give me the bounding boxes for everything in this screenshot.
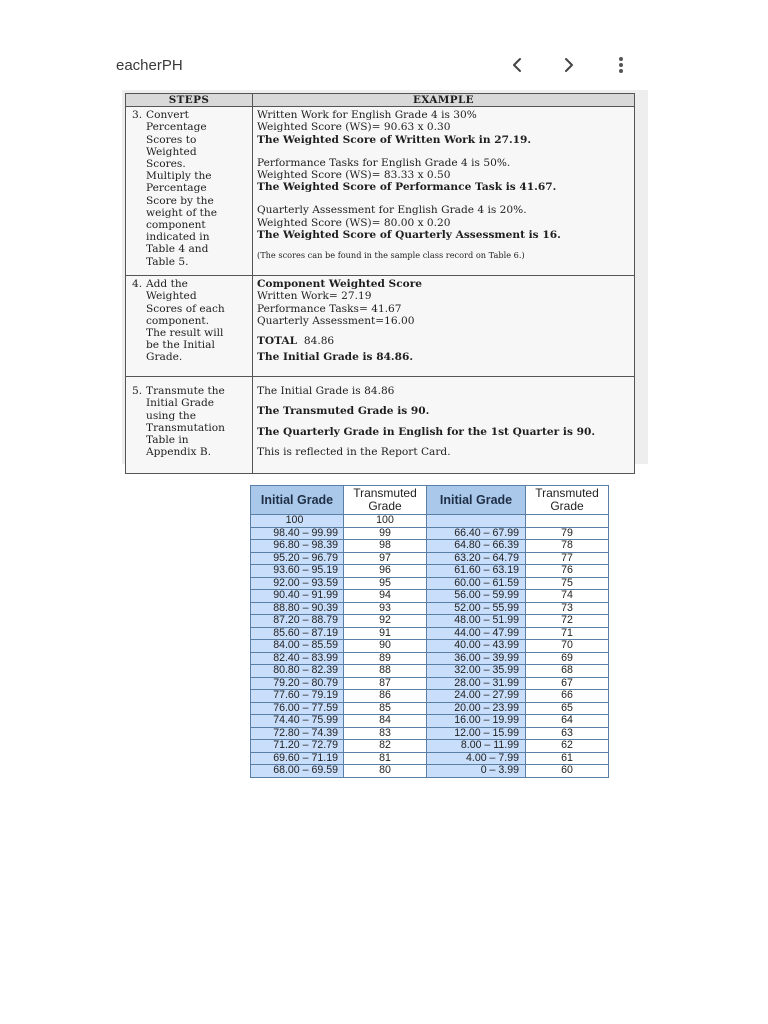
transmuted-grade-cell: 79 bbox=[526, 527, 609, 540]
initial-grade-cell: 12.00 – 15.99 bbox=[427, 727, 526, 740]
example-result: The Quarterly Grade in English for the 1st Quarter is 90. bbox=[257, 425, 596, 438]
transmuted-grade-cell: 95 bbox=[344, 577, 427, 590]
example-heading: Component Weighted Score bbox=[257, 278, 423, 291]
example-line: Performance Tasks= 41.67 bbox=[257, 302, 402, 315]
step-row-5 bbox=[126, 377, 635, 474]
table-row bbox=[251, 527, 609, 540]
initial-grade-cell: 0 – 3.99 bbox=[427, 765, 526, 778]
initial-grade-cell: 84.00 – 85.59 bbox=[251, 640, 344, 653]
table-row bbox=[251, 715, 609, 728]
transmuted-grade-cell: 65 bbox=[526, 702, 609, 715]
transmuted-grade-cell: 67 bbox=[526, 677, 609, 690]
initial-grade-cell: 77.60 – 79.19 bbox=[251, 690, 344, 703]
transmuted-grade-cell: 66 bbox=[526, 690, 609, 703]
table-row bbox=[251, 677, 609, 690]
next-button[interactable] bbox=[556, 52, 582, 78]
table-row bbox=[251, 590, 609, 603]
transmuted-grade-cell: 80 bbox=[344, 765, 427, 778]
initial-grade-cell: 74.40 – 75.99 bbox=[251, 715, 344, 728]
initial-grade-cell: 88.80 – 90.39 bbox=[251, 602, 344, 615]
example-line: Performance Tasks for English Grade 4 is 50%. bbox=[257, 156, 511, 169]
table-row bbox=[251, 602, 609, 615]
initial-grade-cell: 90.40 – 91.99 bbox=[251, 590, 344, 603]
example-result: The Initial Grade is 84.86. bbox=[257, 351, 414, 364]
example-line: The Initial Grade is 84.86 bbox=[257, 385, 395, 398]
initial-grade-cell: 76.00 – 77.59 bbox=[251, 702, 344, 715]
transmuted-grade-cell: 92 bbox=[344, 615, 427, 628]
initial-grade-cell: 96.80 – 98.39 bbox=[251, 540, 344, 553]
table-row bbox=[251, 690, 609, 703]
table-row bbox=[251, 740, 609, 753]
steps-header: STEPS bbox=[126, 94, 253, 107]
transmuted-grade-cell: 98 bbox=[344, 540, 427, 553]
transmuted-grade-cell: 96 bbox=[344, 565, 427, 578]
initial-grade-cell: 60.00 – 61.59 bbox=[427, 577, 526, 590]
transmuted-grade-cell: 89 bbox=[344, 652, 427, 665]
step-description: Convert Percentage Scores to Weighted Scores. Multiply the Percentage Score by the weight of the component indicated in Table 4 and Table 5. bbox=[146, 109, 217, 268]
transmuted-grade-cell: 87 bbox=[344, 677, 427, 690]
example-line: Weighted Score (WS)= 90.63 x 0.30 bbox=[257, 121, 451, 134]
initial-grade-cell: 20.00 – 23.99 bbox=[427, 702, 526, 715]
example-result: The Weighted Score of Performance Task is 41.67. bbox=[257, 181, 557, 194]
table-row bbox=[251, 665, 609, 678]
total-label: TOTAL bbox=[257, 335, 298, 348]
initial-grade-cell: 28.00 – 31.99 bbox=[427, 677, 526, 690]
initial-grade-cell: 87.20 – 88.79 bbox=[251, 615, 344, 628]
more-vertical-icon bbox=[617, 56, 625, 74]
initial-grade-cell: 24.00 – 27.99 bbox=[427, 690, 526, 703]
initial-grade-cell: 98.40 – 99.99 bbox=[251, 527, 344, 540]
initial-grade-cell: 79.20 – 80.79 bbox=[251, 677, 344, 690]
total-value: 84.86 bbox=[303, 335, 335, 348]
initial-grade-cell: 64.80 – 66.39 bbox=[427, 540, 526, 553]
step-number: 5. bbox=[132, 385, 143, 398]
transmuted-grade-cell: 77 bbox=[526, 552, 609, 565]
steps-table bbox=[125, 93, 635, 474]
chevron-right-icon bbox=[562, 57, 576, 73]
step-number: 4. bbox=[132, 278, 143, 291]
table-row bbox=[251, 577, 609, 590]
table-row bbox=[251, 515, 609, 528]
initial-grade-cell: 95.20 – 96.79 bbox=[251, 552, 344, 565]
initial-grade-cell: 48.00 – 51.99 bbox=[427, 615, 526, 628]
transmuted-grade-header: Transmuted Grade bbox=[526, 486, 609, 515]
transmuted-grade-cell: 100 bbox=[344, 515, 427, 528]
initial-grade-header: Initial Grade bbox=[427, 486, 526, 515]
transmuted-grade-cell: 63 bbox=[526, 727, 609, 740]
initial-grade-cell: 82.40 – 83.99 bbox=[251, 652, 344, 665]
step-row-4 bbox=[126, 276, 635, 377]
step-example bbox=[253, 276, 635, 377]
initial-grade-cell: 71.20 – 72.79 bbox=[251, 740, 344, 753]
initial-grade-cell: 72.80 – 74.39 bbox=[251, 727, 344, 740]
example-line: Written Work for English Grade 4 is 30% bbox=[257, 109, 477, 122]
example-line: Quarterly Assessment for English Grade 4 is 20%. bbox=[257, 204, 527, 217]
initial-grade-cell: 4.00 – 7.99 bbox=[427, 752, 526, 765]
transmuted-grade-cell: 91 bbox=[344, 627, 427, 640]
initial-grade-cell: 63.20 – 64.79 bbox=[427, 552, 526, 565]
site-brand[interactable]: eacherPH bbox=[116, 57, 183, 74]
table-row bbox=[251, 615, 609, 628]
transmuted-grade-cell: 99 bbox=[344, 527, 427, 540]
initial-grade-cell: 93.60 – 95.19 bbox=[251, 565, 344, 578]
transmuted-grade-cell: 81 bbox=[344, 752, 427, 765]
example-line: Quarterly Assessment=16.00 bbox=[257, 314, 415, 327]
example-result: The Weighted Score of Quarterly Assessment is 16. bbox=[257, 228, 561, 241]
initial-grade-cell: 44.00 – 47.99 bbox=[427, 627, 526, 640]
transmuted-grade-cell: 82 bbox=[344, 740, 427, 753]
initial-grade-cell: 69.60 – 71.19 bbox=[251, 752, 344, 765]
transmuted-grade-header: Transmuted Grade bbox=[344, 486, 427, 515]
initial-grade-cell: 85.60 – 87.19 bbox=[251, 627, 344, 640]
table-row bbox=[251, 640, 609, 653]
initial-grade-cell bbox=[427, 515, 526, 528]
transmuted-grade-cell: 76 bbox=[526, 565, 609, 578]
initial-grade-cell: 61.60 – 63.19 bbox=[427, 565, 526, 578]
example-result: The Transmuted Grade is 90. bbox=[257, 405, 430, 418]
transmuted-grade-cell: 78 bbox=[526, 540, 609, 553]
transmuted-grade-cell bbox=[526, 515, 609, 528]
transmuted-grade-cell: 72 bbox=[526, 615, 609, 628]
transmuted-grade-cell: 94 bbox=[344, 590, 427, 603]
initial-grade-cell: 66.40 – 67.99 bbox=[427, 527, 526, 540]
transmuted-grade-cell: 73 bbox=[526, 602, 609, 615]
step-example bbox=[253, 107, 635, 276]
step-number: 3. bbox=[132, 109, 143, 122]
example-line: Weighted Score (WS)= 80.00 x 0.20 bbox=[257, 216, 451, 229]
table-row bbox=[251, 765, 609, 778]
example-total bbox=[257, 335, 631, 347]
initial-grade-header: Initial Grade bbox=[251, 486, 344, 515]
initial-grade-cell: 16.00 – 19.99 bbox=[427, 715, 526, 728]
step-example bbox=[253, 377, 635, 474]
initial-grade-cell: 32.00 – 35.99 bbox=[427, 665, 526, 678]
initial-grade-cell: 68.00 – 69.59 bbox=[251, 765, 344, 778]
step-description: Add the Weighted Scores of each component. The result will be the Initial Grade. bbox=[146, 278, 225, 364]
transmuted-grade-cell: 60 bbox=[526, 765, 609, 778]
transmuted-grade-cell: 83 bbox=[344, 727, 427, 740]
transmuted-grade-cell: 85 bbox=[344, 702, 427, 715]
transmuted-grade-cell: 64 bbox=[526, 715, 609, 728]
initial-grade-cell: 8.00 – 11.99 bbox=[427, 740, 526, 753]
transmuted-grade-cell: 86 bbox=[344, 690, 427, 703]
table-row bbox=[251, 702, 609, 715]
steps-image bbox=[122, 90, 648, 464]
initial-grade-cell: 36.00 – 39.99 bbox=[427, 652, 526, 665]
step-row-3 bbox=[126, 107, 635, 276]
transmuted-grade-cell: 70 bbox=[526, 640, 609, 653]
transmuted-grade-cell: 84 bbox=[344, 715, 427, 728]
transmuted-grade-cell: 97 bbox=[344, 552, 427, 565]
table-row bbox=[251, 752, 609, 765]
transmuted-grade-cell: 71 bbox=[526, 627, 609, 640]
table-row bbox=[251, 652, 609, 665]
table-row bbox=[251, 565, 609, 578]
transmuted-grade-cell: 90 bbox=[344, 640, 427, 653]
initial-grade-cell: 52.00 – 55.99 bbox=[427, 602, 526, 615]
example-header: EXAMPLE bbox=[253, 94, 635, 107]
transmuted-grade-cell: 74 bbox=[526, 590, 609, 603]
table-row bbox=[251, 727, 609, 740]
transmuted-grade-cell: 75 bbox=[526, 577, 609, 590]
transmutation-table-body bbox=[251, 515, 609, 778]
initial-grade-cell: 40.00 – 43.99 bbox=[427, 640, 526, 653]
transmuted-grade-cell: 93 bbox=[344, 602, 427, 615]
step-description: Transmute the Initial Grade using the Transmutation Table in Appendix B. bbox=[146, 385, 225, 459]
example-result: The Weighted Score of Written Work in 27.19. bbox=[257, 133, 532, 146]
initial-grade-cell: 56.00 – 59.99 bbox=[427, 590, 526, 603]
more-options-button[interactable] bbox=[608, 52, 634, 78]
transmuted-grade-cell: 61 bbox=[526, 752, 609, 765]
example-line: This is reflected in the Report Card. bbox=[257, 445, 451, 458]
example-note: (The scores can be found in the sample class record on Table 6.) bbox=[257, 250, 525, 261]
transmuted-grade-cell: 69 bbox=[526, 652, 609, 665]
initial-grade-cell: 92.00 – 93.59 bbox=[251, 577, 344, 590]
example-line: Written Work= 27.19 bbox=[257, 290, 372, 303]
initial-grade-cell: 100 bbox=[251, 515, 344, 528]
transmuted-grade-cell: 68 bbox=[526, 665, 609, 678]
initial-grade-cell: 80.80 – 82.39 bbox=[251, 665, 344, 678]
transmuted-grade-cell: 62 bbox=[526, 740, 609, 753]
example-line: Weighted Score (WS)= 83.33 x 0.50 bbox=[257, 169, 451, 182]
transmuted-grade-cell: 88 bbox=[344, 665, 427, 678]
table-row bbox=[251, 552, 609, 565]
previous-button[interactable] bbox=[504, 52, 530, 78]
transmutation-table bbox=[250, 485, 609, 778]
table-row bbox=[251, 540, 609, 553]
table-row bbox=[251, 627, 609, 640]
viewer-top-bar bbox=[0, 48, 768, 84]
chevron-left-icon bbox=[510, 57, 524, 73]
